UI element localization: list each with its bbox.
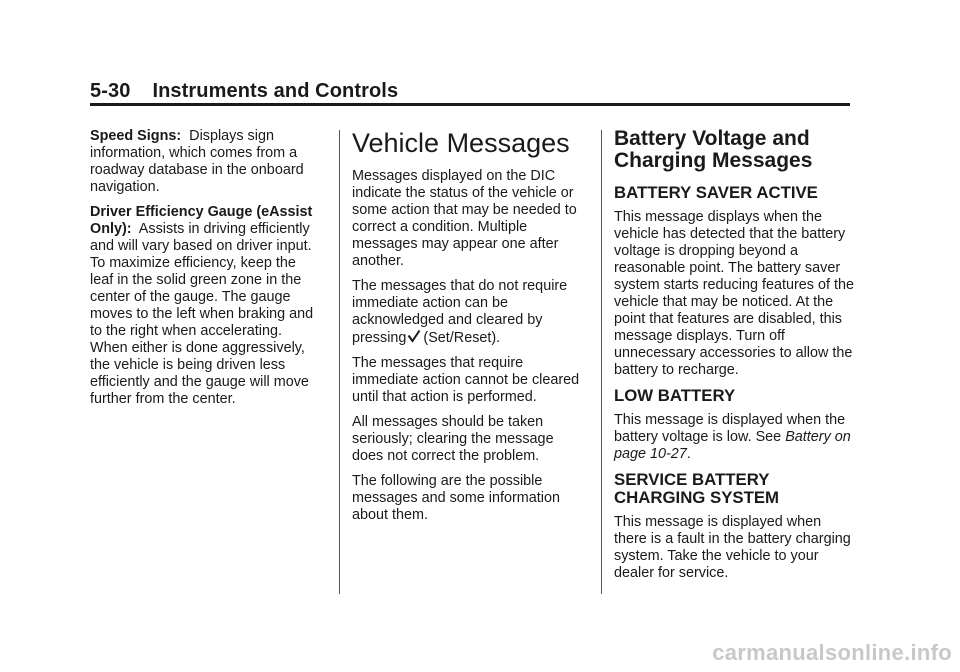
vm-paragraph-2 (352, 278, 588, 347)
vm-paragraph-5: The following are the possible messages and some information about them. (352, 473, 560, 523)
efficiency-gauge-term: Driver Efficiency Gauge (eAssist Only): (90, 204, 313, 237)
vm-paragraph-2-text: The messages that do not require immediate action can be acknowledged and cleared by pressing (352, 278, 568, 346)
efficiency-gauge-text: Assists in driving efficiently and will vary based on driver input. To maximize efficiency, keep the leaf in the solid green zone in the center of the gauge. The gauge moves to the left when braking and to the right when accelerating. When either is done aggressively, the vehicle is being driven less efficiently and the gauge will move further from the center. (90, 221, 314, 407)
page-header (90, 80, 398, 103)
low-battery-end: . (686, 446, 691, 462)
service-battery-title: SERVICE BATTERY CHARGING SYSTEM (614, 470, 780, 507)
speed-signs-paragraph (90, 128, 322, 196)
column-divider-1 (339, 130, 340, 594)
column-middle (352, 128, 588, 532)
column-left (90, 128, 322, 416)
battery-page-link[interactable]: Battery on page 10-27 (614, 429, 851, 462)
speed-signs-term: Speed Signs: (90, 128, 182, 144)
page-number: 5-30 (90, 80, 131, 102)
column-right (614, 128, 854, 590)
vm-paragraph-4: All messages should be taken seriously; clearing the message does not correct the problem. (352, 414, 554, 464)
low-battery-title: LOW BATTERY (614, 386, 736, 405)
vm-paragraph-1: Messages displayed on the DIC indicate the status of the vehicle or some action that may be needed to correct a condition. Multiple messages may appear one after another. (352, 168, 577, 269)
set-reset-label: (Set/Reset). (423, 330, 501, 346)
checkmark-icon (407, 329, 421, 343)
battery-messages-heading: Battery Voltage and Charging Messages (614, 127, 813, 172)
watermark: carmanualsonline.info (712, 640, 952, 665)
low-battery-text: This message is displayed when the battery voltage is low. See (614, 412, 846, 445)
section-title: Instruments and Controls (152, 80, 399, 102)
header-rule (90, 103, 850, 106)
vm-paragraph-3: The messages that require immediate action cannot be cleared until that action is performed. (352, 355, 580, 405)
efficiency-gauge-paragraph (90, 204, 322, 408)
speed-signs-text: Displays sign information, which comes from a roadway database in the onboard navigation. (90, 128, 304, 195)
column-divider-2 (601, 130, 602, 594)
battery-saver-text: This message displays when the vehicle has detected that the battery voltage is dropping beyond a reasonable point. The battery saver system starts reducing features of the vehicle that may be noticed. At the point that features are disabled, this message displays. Turn off unnecessary accessories to allow the battery to recharge. (614, 209, 854, 378)
vehicle-messages-heading: Vehicle Messages (352, 128, 570, 158)
service-battery-text: This message is displayed when there is a fault in the battery charging system. Take the vehicle to your dealer for service. (614, 514, 851, 581)
battery-saver-title: BATTERY SAVER ACTIVE (614, 183, 818, 202)
low-battery-paragraph (614, 412, 854, 463)
